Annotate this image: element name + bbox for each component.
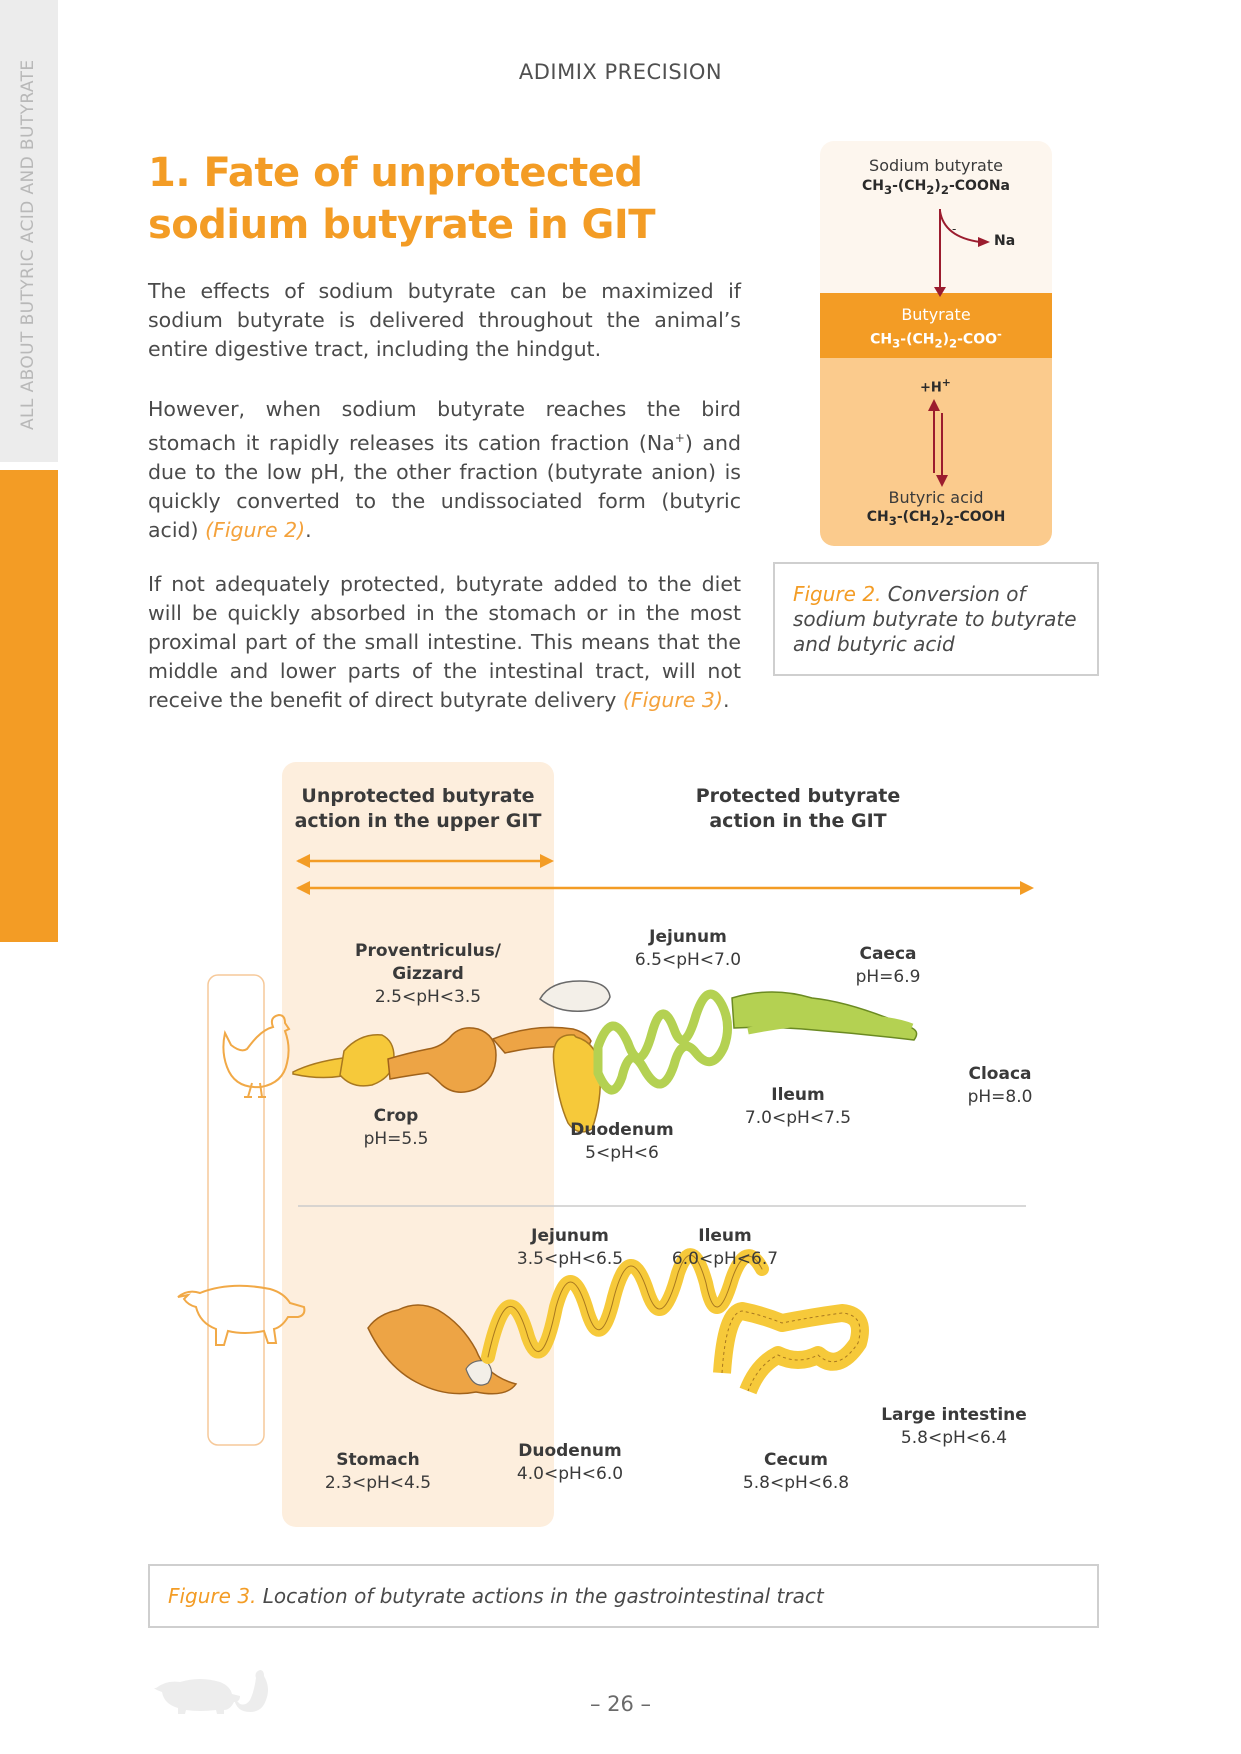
pig-ileum-label: Ileum [698, 1226, 752, 1246]
figure-3-diagram [148, 757, 1098, 1527]
caeca-ph: pH=6.9 [855, 967, 921, 987]
stomach-ph: 2.3<pH<4.5 [324, 1473, 432, 1493]
hydrogen-ion-label: +H+ [920, 376, 951, 396]
poultry-duodenum-label: Duodenum [570, 1120, 674, 1140]
p2-text-2: ) and due to the low pH, the other fraction (butyrate anion) is quickly converted to the undissociated form (butyric acid) [148, 430, 741, 542]
sodium-butyrate-formula: $CH_3-(CH_2)_2$-COONa [861, 178, 1011, 197]
page-number: – 26 – [589, 1692, 652, 1716]
paragraph-1: The effects of sodium butyrate can be maximized if sodium butyrate is delivered throughout the animal’s entire digestive tract, including the hindgut. [148, 279, 741, 361]
animal-panel [208, 975, 264, 1445]
figure-2-reference[interactable]: (Figure 2) [205, 517, 306, 542]
figure-3-caption [148, 1564, 1099, 1628]
p2-end: . [305, 517, 312, 542]
sidebar-active-tab[interactable] [0, 470, 58, 1360]
crop-label: Crop [373, 1106, 419, 1126]
cloaca-label: Cloaca [968, 1064, 1032, 1084]
figure-3-caption-text: Location of butyrate actions in the gastrointestinal tract [256, 1584, 824, 1608]
figure-2-caption-text: Conversion of sodium butyrate to butyrate and butyric acid [793, 582, 1077, 656]
large-intestine-label: Large intestine [881, 1405, 1027, 1425]
p2-sup: + [674, 431, 685, 445]
sodium-butyrate-label: Sodium butyrate [869, 156, 1003, 175]
pig-duodenum-ph: 4.0<pH<6.0 [516, 1464, 624, 1484]
p3-text: If not adequately protected, butyrate added to the diet will be quickly absorbed in the stomach or in the most proximal part of the small intestine. This means that the middle and lower parts of the intestinal tract, will not receive the benefit of direct butyrate delivery [148, 572, 741, 712]
crop-ph: pH=5.5 [363, 1129, 429, 1149]
figure-3-caption-lead: Figure 3. [168, 1584, 257, 1608]
pig-jejunum-ph: 3.5<pH<6.5 [516, 1249, 624, 1269]
butyric-acid-formula: $CH_3-(CH_2)_2$-COOH [866, 509, 1006, 528]
large-intestine-ph: 5.8<pH<6.4 [900, 1428, 1008, 1448]
gizzard-ph: 2.5<pH<3.5 [374, 987, 482, 1007]
protected-title-2: action in the GIT [709, 810, 887, 832]
poultry-jejunum-label: Jejunum [649, 927, 727, 947]
cecum-label: Cecum [764, 1450, 828, 1470]
pig-duodenum-label: Duodenum [518, 1441, 622, 1461]
stomach-label: Stomach [336, 1450, 420, 1470]
pig-jejunum-label: Jejunum [531, 1226, 609, 1246]
heading-line-2: sodium butyrate in GIT [148, 202, 656, 248]
sodium-ion-label: Na [994, 233, 1016, 249]
svg-text:-: - [952, 222, 957, 236]
protected-title-1: Protected butyrate [695, 785, 901, 807]
figure-2-caption [773, 562, 1099, 676]
p2-text: However, when sodium butyrate reaches the bird stomach it rapidly releases its cation fraction (Na [148, 397, 741, 455]
p3-end: . [722, 688, 730, 712]
unprotected-title-2: action in the upper GIT [294, 810, 542, 832]
butyric-acid-label: Butyric acid [888, 488, 984, 507]
sidebar-active-label: THE BENEFITS OF PRECISION DELIVERY [18, 1012, 38, 1360]
figure-2-diagram [820, 141, 1052, 546]
cloaca-ph: pH=8.0 [967, 1087, 1033, 1107]
cecum-ph: 5.8<pH<6.8 [742, 1473, 850, 1493]
unprotected-title-1: Unprotected butyrate [301, 785, 535, 807]
section-heading [148, 147, 708, 251]
chicken-icon [223, 1015, 289, 1097]
proventriculus-label: Proventriculus/ [354, 941, 502, 961]
poultry-duodenum-ph: 5<pH<6 [585, 1143, 659, 1163]
heading-line-1: 1. Fate of unprotected [148, 150, 643, 196]
sidebar-section-label: ALL ABOUT BUTYRIC ACID AND BUTYRATE [18, 59, 38, 430]
gizzard-label: Gizzard [392, 964, 464, 984]
figure-2-caption-lead: Figure 2. [793, 582, 882, 606]
paragraph-2 [148, 395, 741, 545]
butyrate-formula: $CH_3-(CH_2)_2-COO^-$ [870, 327, 1002, 351]
page-header: ADIMIX PRECISION [518, 60, 723, 84]
poultry-jejunum-ph: 6.5<pH<7.0 [634, 950, 742, 970]
butyrate-label: Butyrate [901, 305, 971, 324]
figure-3-reference[interactable]: (Figure 3) [622, 688, 723, 712]
pig-ileum-ph: 6.0<pH<6.7 [671, 1249, 779, 1269]
poultry-ileum-ph: 7.0<pH<7.5 [744, 1108, 852, 1128]
caeca-label: Caeca [859, 944, 917, 964]
poultry-ileum-label: Ileum [771, 1085, 825, 1105]
paragraph-3 [148, 570, 741, 715]
